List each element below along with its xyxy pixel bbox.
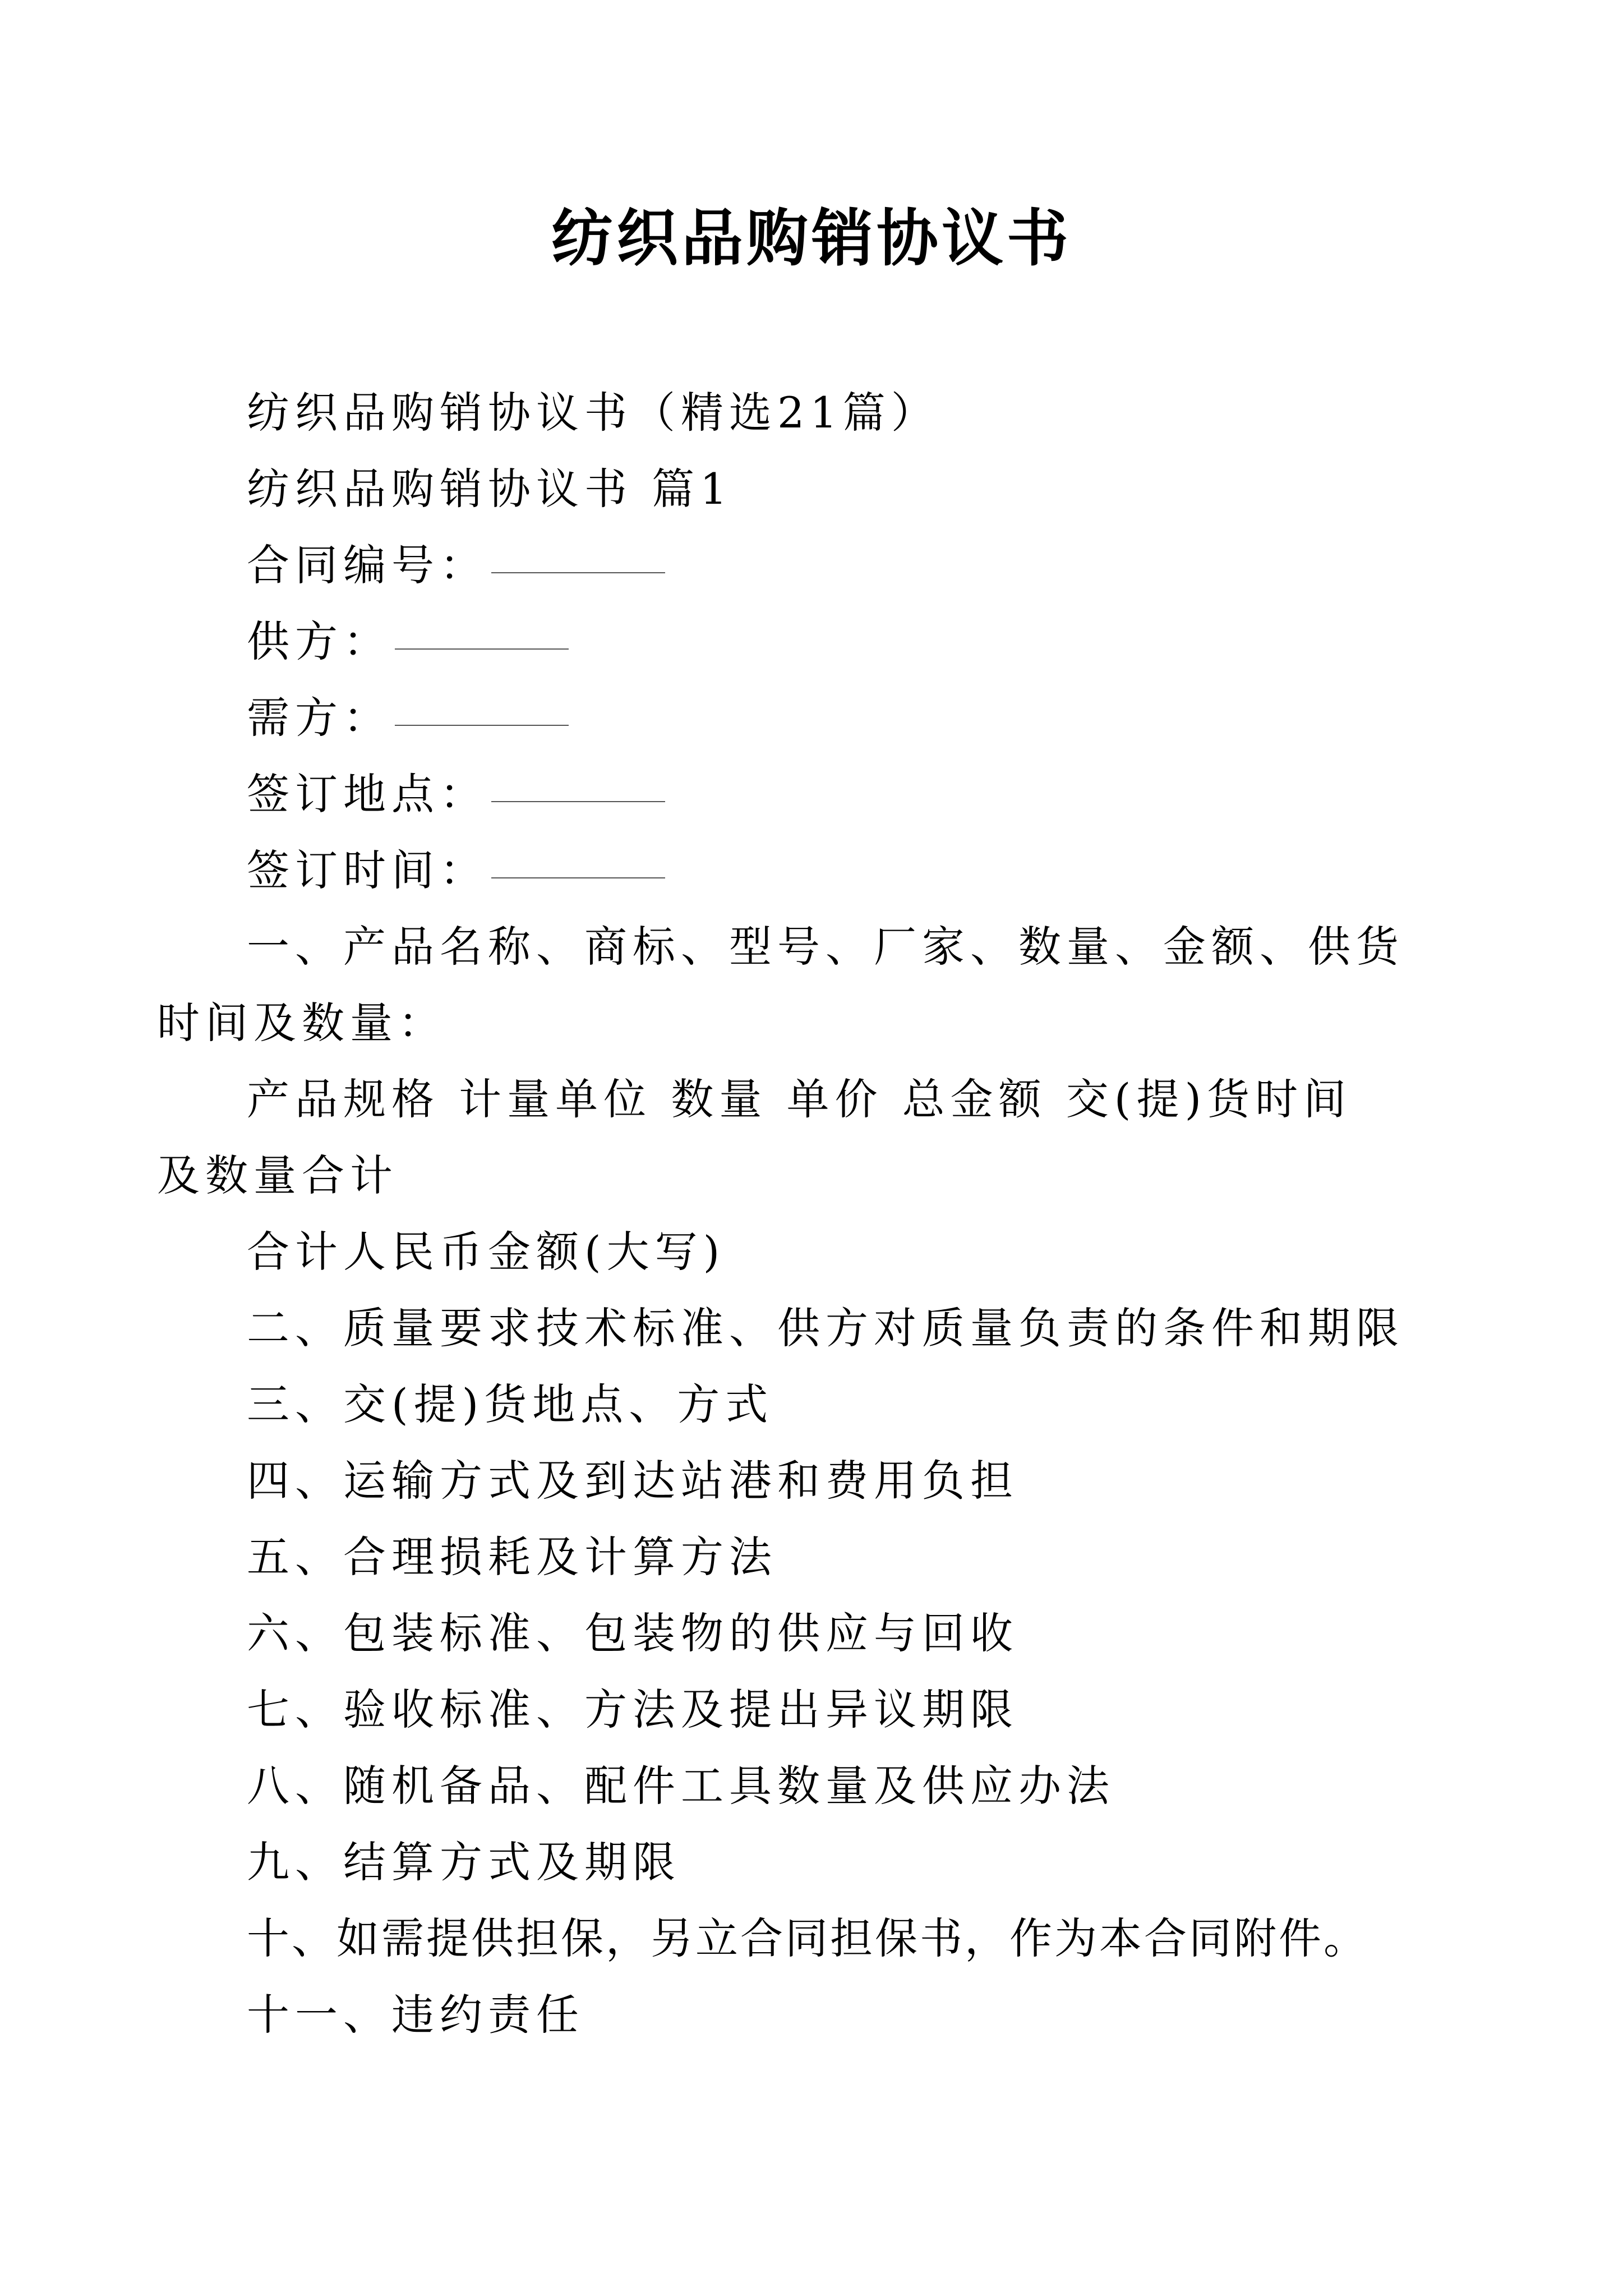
clause-8: 八、随机备品、配件工具数量及供应办法 [247,1761,1115,1811]
field-label: 签订地点： [247,769,488,819]
blank-line [395,685,569,726]
total-rmb-amount: 合计人民币金额(大写) [247,1227,726,1277]
clause-5: 五、合理损耗及计算方法 [247,1532,777,1582]
section-heading: 纺织品购销协议书 篇1 [247,464,733,514]
clause-7: 七、验收标准、方法及提出异议期限 [247,1685,1018,1734]
blank-line [395,609,569,650]
field-label: 合同编号： [247,540,488,590]
table-header-line-1: 产品规格 计量单位 数量 单价 总金额 交(提)货时间 [247,1074,1352,1124]
blank-line [491,838,665,878]
field-signing-place [247,756,1391,832]
blank-line [491,533,665,573]
subtitle: 纺织品购销协议书（精选21篇） [247,388,939,438]
field-label: 供方： [247,616,391,666]
blank-line [491,762,665,802]
clause-2: 二、质量要求技术标准、供方对质量负责的条件和期限 [247,1303,1404,1353]
clause-1-line-2: 时间及数量： [157,998,446,1048]
clause-4: 四、运输方式及到达站港和费用负担 [247,1456,1018,1506]
field-supplier [247,604,1391,680]
field-buyer [247,680,1391,756]
clause-11: 十一、违约责任 [247,1990,584,2040]
clause-3: 三、交(提)货地点、方式 [247,1379,774,1429]
clause-10: 十、如需提供担保，另立合同担保书，作为本合同附件。 [247,1913,1368,1963]
clause-9: 九、结算方式及期限 [247,1837,681,1887]
field-signing-time [247,832,1391,909]
field-label: 需方： [247,693,391,743]
clause-1-line-1: 一、产品名称、商标、型号、厂家、数量、金额、供货 [247,922,1404,972]
field-label: 签订时间： [247,845,488,895]
clause-6: 六、包装标准、包装物的供应与回收 [247,1608,1018,1658]
document-title: 纺织品购销协议书 [551,202,1072,274]
field-contract-number [247,527,1391,604]
table-header-line-2: 及数量合计 [157,1151,398,1200]
